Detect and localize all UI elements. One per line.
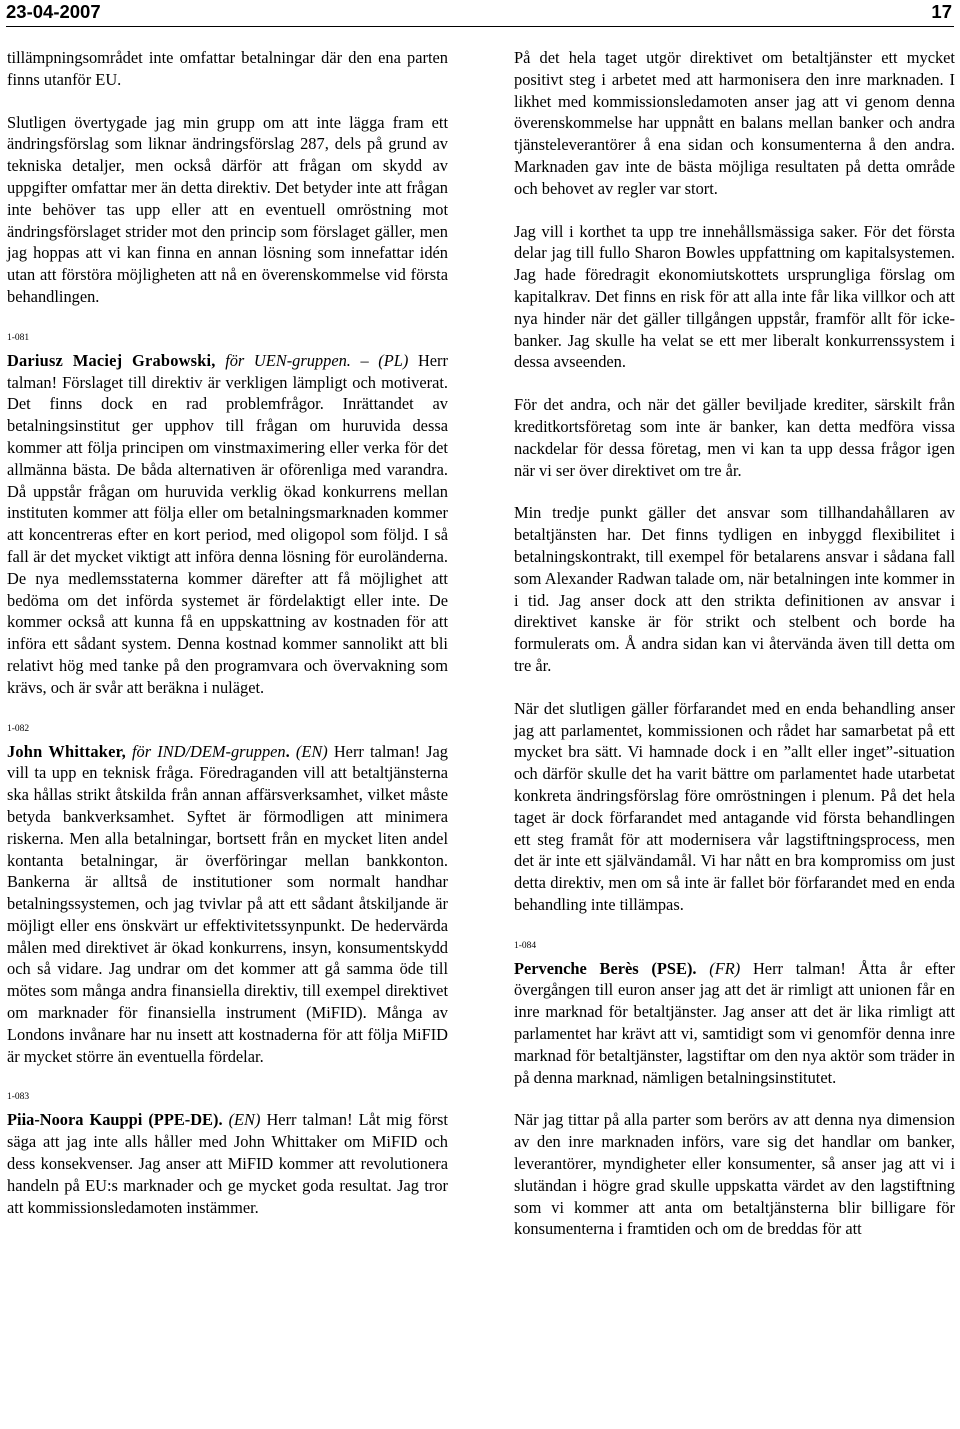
political-group: för UEN-gruppen. (225, 350, 351, 370)
speaker-name: Pervenche Berès (PSE). (514, 958, 697, 978)
paragraph: På det hela taget utgör direktivet om betaltjänster ett mycket positivt steg i arbetet med att harmonisera den inre marknaden. I likhet med kommissionsledamoten anser jag att vi genom denna överenskommelse har uppnått en balans mellan banker och andra tjänsteleverantörer å ena sidan och konsumenterna å den andra. Marknaden gav inte de bästa möjliga resultaten på detta område och behovet av regler var stort. (514, 48, 955, 198)
speech-text: Herr talman! Förslaget till direktiv är verkligen lämpligt och motiverat. Det finns dock en rad problemfrågor. Inrättandet av betalningsinstitut ger upphov till frågan om huruvida dessa kommer att följa principen om vinstmaximering eller verka för det allmänna bästa. De båda alternativen är oförenliga med varandra. Då uppstår frågan om huruvida verklig ökad konkurrens mellan instituten kommer att följa eller om betalningsmarknaden kommer att koncentreras efter en kort period, med oligopol som följd. I så fall är det mycket viktigt att införa denna lösning för euroländerna. De nya medlemsstaterna kommer därefter att få möjlighet att bedöma om det införda systemet är fördelaktigt eller inte. De kommer också att kunna få en uppskattning av kostnaden för att införa ett sådant system. Denna kostnad kommer sannolikt att bli relativt hög med tanke på den programvara och övervakning som krävs, och är svår att beräkna i nuläget. (7, 350, 448, 697)
language-code: (FR) (709, 958, 741, 978)
paragraph: När det slutligen gäller förfarandet med en enda behandling anser jag att parlamentet, kommissionen och rådet har samarbetat på ett mycket bra sätt. Vi hamnade dock i en ”allt eller inget”-situation och därför skulle det ha varit bättre om parlamentet hade utarbetat konkreta ändringsförslag före omröstningen i plenum. På det hela taget är dock förfarandet med antagande vid första behandlingen ett steg framåt för att modernisera vår lagstiftningsprocess, men det är inte ett självändamål. Vi har nått en bra kompromiss om just detta direktiv, men om så inte är fallet bör förfarandet med en enda behandling inte tillämpas. (514, 698, 955, 914)
item-number: 1-084 (514, 940, 537, 951)
paragraph: Slutligen övertygade jag min grupp om att inte lägga fram ett ändringsförslag som liknar ändringsförslag 287, dels på grund av tekniska detaljer, men också därför att frågan om skydd av uppgifter omfattar mer än detta direktiv. Det betyder inte att frågan inte behöver tas upp eller att en eventuell omröstning mot ändringsförslaget strider mot den princip som förslaget gäller, men jag hoppas att vi kan finna en annan lösning som innefattar idén utan att förstöra möjligheten att nå en överenskommelse vid första behandlingen. (7, 112, 448, 306)
item-number: 1-081 (7, 332, 30, 343)
speaker-name: Dariusz Maciej Grabowski, (7, 350, 216, 370)
paragraph: tillämpningsområdet inte omfattar betalningar där den ena parten finns utanför EU. (7, 48, 448, 89)
paragraph: Jag vill i korthet ta upp tre innehållsmässiga saker. För det första delar jag till fullo Sharon Bowles uppfattning om kapitalsystemen. Jag hade föredragit ekonomiutskottets ursprungliga förslag om kapitalkrav. Det finns en risk för att alla inte får lika villkor och att nya hinder när det gäller tillgången uppstår, framför allt för icke-banker. Jag skulle ha velat se ett mer liberalt konkurrenssystem i dessa avseenden. (514, 221, 955, 372)
dash: – (350, 350, 379, 370)
session-date: 23-04-2007 (6, 1, 101, 22)
left-column (7, 47, 448, 1218)
paragraph: Min tredje punkt gäller det ansvar som tillhandahållaren av betaltjänsten har. Det finns tydligen en inbyggd flexibilitet i betalningskontrakt, till exempel för betalarens ansvar i sådana fall som Alexander Radwan talade om, när betalningen inte kommer in i tid. Jag anser dock att den strikta definitionen av ansvar i direktivet kanske är för strikt och stelbent och borde ha formulerats om. Å andra sidan kan vi återvända även till detta om tre år. (514, 503, 955, 675)
speaker-name: John Whittaker, (7, 741, 126, 761)
speech-081 (7, 350, 448, 699)
political-group: för IND/DEM-gruppen (132, 741, 286, 761)
speech-text: Herr talman! Låt mig först säga att jag inte alls håller med John Whittaker om MiFID och dess konsekvenser. Jag anser att MiFID kommer att revolutionera handeln på EU:s marknader och ge mycket goda resultat. Jag tror att kommissionsledamoten instämmer. (7, 1110, 448, 1217)
paragraph: För det andra, och när det gäller beviljade krediter, särskilt från kreditkortsföretag som inte är banker, kan detta medföra vissa nackdelar för dessa företag, men vi kan ta upp dessa frågor igen när vi ser över direktivet om tre år. (514, 395, 955, 480)
speech-082 (7, 741, 448, 1068)
language-code: (PL) (378, 350, 409, 370)
page-number: 17 (931, 1, 952, 22)
speech-text: Herr talman! Jag vill ta upp en teknisk fråga. Föredraganden vill att betaltjänsterna ska hållas strikt åtskilda från annan affärsverksamhet, vilket måste betyda bankverksamhet. Syftet är förmodligen att minimera riskerna. Men alla betalningar, bortsett från en mycket liten andel kontanta betalningar, är överföringar mellan bankkonton. Bankerna är alltså de institutioner som normalt handhar betalningssystemen, och jag tvivlar på att ett sådant åtskiljande är möjligt eller ens önskvärt ur effektivitetssynpunkt. De hedervärda målen med direktivet är ökad konkurrens, insyn, konsumentskydd och så vidare. Jag undrar om det kommer att gå samma öde till mötes som många andra finansiella direktiv, till exempel direktivet om marknader för finansiella instrument (MiFID). Många av Londons invånare har nu insett att kostnaderna för att följa MiFID är mycket större än eventuella fördelar. (7, 741, 449, 1066)
paragraph: När jag tittar på alla parter som berörs av att denna nya dimension av den inre marknaden införs, vare sig det handlar om banker, leverantörer, myndigheter eller konsumenter, så anser jag att vi i slutändan i högre grad skulle uppskatta värdet av den lagstiftning som vi kommer att anta om betaltjänsterna blir billigare för konsumenterna i framtiden och om de breddas för att (514, 1110, 955, 1239)
item-number: 1-082 (7, 723, 30, 734)
item-number: 1-083 (7, 1092, 30, 1103)
language-code: (EN) (295, 741, 328, 761)
page-header (6, 0, 954, 27)
speaker-name: Piia-Noora Kauppi (PPE-DE). (7, 1110, 223, 1130)
period: . (285, 741, 290, 761)
speech-084 (514, 958, 955, 1089)
right-column (514, 47, 955, 1240)
speech-text: Herr talman! Åtta år efter övergången till euron anser jag att det är rimligt att unionen får en inre marknad för betaltjänster. Jag anser att det är lika rimligt att parlamentet har krävt att vi, samtidigt som vi genomför denna inre marknad för betaltjänster, lagstiftar om den nya aktör som träder in på denna marknad, nämligen betalningsinstitutet. (514, 958, 955, 1087)
language-code: (EN) (228, 1110, 261, 1130)
speech-083 (7, 1109, 448, 1218)
